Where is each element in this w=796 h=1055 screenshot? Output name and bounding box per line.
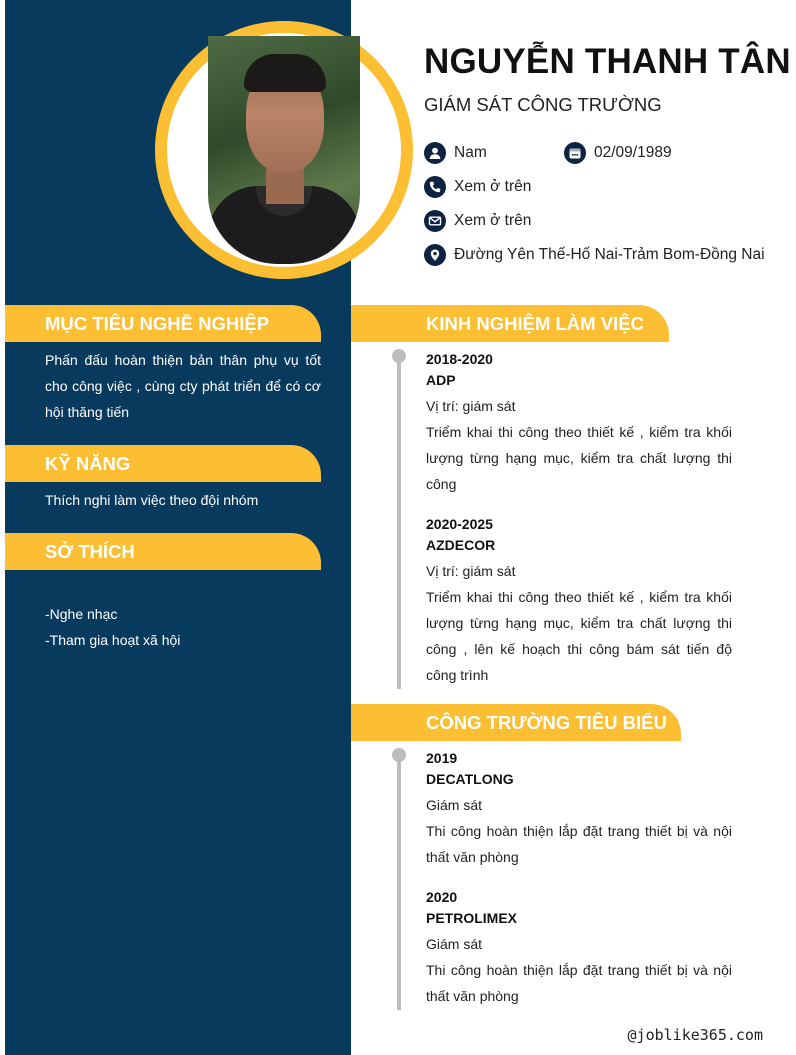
entry-company: ADP — [426, 372, 456, 388]
project-entry — [426, 748, 732, 870]
entry-period: 2018-2020 — [426, 351, 493, 367]
projects-heading: CÔNG TRƯỜNG TIÊU BIỂU — [351, 704, 681, 741]
gender-info — [424, 142, 487, 164]
gender-value: Nam — [454, 144, 487, 161]
calendar-icon — [564, 142, 586, 164]
hobbies-list — [45, 601, 321, 653]
birthdate-value: 02/09/1989 — [594, 144, 672, 161]
birthdate-info — [564, 142, 672, 164]
timeline-dot — [392, 349, 406, 363]
hobby-item: -Nghe nhạc — [45, 606, 118, 622]
project-entry — [426, 887, 732, 1009]
email-value: Xem ở trên — [454, 212, 532, 229]
entry-description: Triểm khai thi công theo thiết kế , kiểm tra khối lượng từng hạng mục, kiểm tra chất lượng thi công — [426, 424, 732, 492]
phone-icon — [424, 176, 446, 198]
experience-entry — [426, 514, 732, 688]
experience-entry — [426, 349, 732, 497]
experience-timeline — [397, 356, 401, 689]
candidate-name: NGUYỄN THANH TÂN — [424, 42, 791, 81]
experience-heading: KINH NGHIỆM LÀM VIỆC — [351, 305, 669, 342]
entry-role: Giám sát — [426, 936, 483, 952]
hobbies-heading: SỞ THÍCH — [5, 533, 321, 570]
address-value: Đường Yên Thế-Hố Nai-Trảm Bom-Đồng Nai — [454, 246, 765, 263]
objective-heading: MỤC TIÊU NGHỀ NGHIỆP — [5, 305, 321, 342]
avatar — [208, 36, 360, 264]
entry-period: 2019 — [426, 750, 458, 766]
hobby-item: -Tham gia hoạt xã hội — [45, 632, 181, 648]
objective-text: Phấn đấu hoàn thiện bản thân phụ vụ tốt cho công việc , cùng cty phát triển để có cơ hội thăng tiến — [45, 352, 321, 420]
entry-company: AZDECOR — [426, 537, 496, 553]
entry-period: 2020-2025 — [426, 516, 493, 532]
phone-info — [424, 176, 531, 198]
skills-heading: KỸ NĂNG — [5, 445, 321, 482]
job-title: GIÁM SÁT CÔNG TRƯỜNG — [424, 94, 662, 115]
skills-text: Thích nghi làm việc theo đội nhóm — [45, 492, 259, 508]
entry-company: DECATLONG — [426, 771, 514, 787]
mail-icon — [424, 210, 446, 232]
watermark: @joblike365.com — [627, 1026, 763, 1044]
location-pin-icon — [424, 244, 446, 266]
entry-role: Giám sát — [426, 797, 483, 813]
email-info — [424, 210, 531, 232]
user-icon — [424, 142, 446, 164]
entry-description: Triểm khai thi công theo thiết kế , kiểm tra khối lượng từng hạng mục, kiểm tra chất lượng thi công , lên kế hoạch thi công bám sát tiến độ công trình — [426, 589, 732, 683]
address-info — [424, 244, 765, 266]
entry-description: Thi công hoàn thiện lắp đặt trang thiết bị và nội thất văn phòng — [426, 823, 732, 865]
timeline-dot — [392, 748, 406, 762]
entry-role: Vị trí: giám sát — [426, 398, 516, 414]
projects-timeline — [397, 755, 401, 1010]
entry-company: PETROLIMEX — [426, 910, 518, 926]
entry-period: 2020 — [426, 889, 458, 905]
phone-value: Xem ở trên — [454, 178, 532, 195]
entry-role: Vị trí: giám sát — [426, 563, 516, 579]
entry-description: Thi công hoàn thiện lắp đặt trang thiết bị và nội thất văn phòng — [426, 962, 732, 1004]
